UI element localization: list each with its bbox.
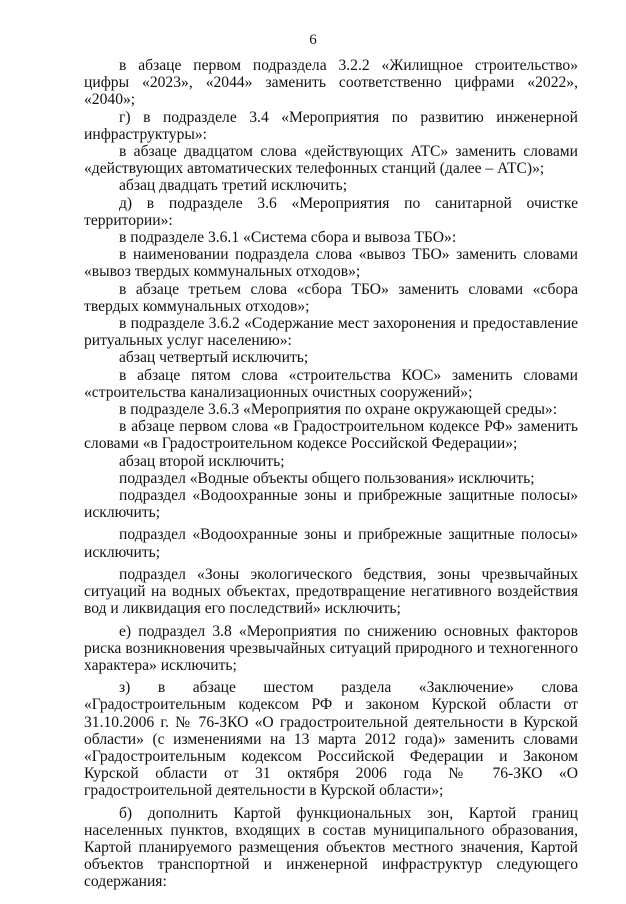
paragraph: в наименовании подраздела слова «вывоз ТБО» заменить словами «вывоз твердых коммунальных отходов»; (84, 246, 578, 281)
paragraph: в подразделе 3.6.2 «Содержание мест захоронения и предоставление ритуальных услуг населению»: (84, 315, 578, 350)
paragraph: в абзаце третьем слова «сбора ТБО» заменить словами «сбора твердых коммунальных отходов»; (84, 280, 578, 315)
paragraph: абзац второй исключить; (119, 452, 285, 470)
paragraph: е) подраздел 3.8 «Мероприятия по снижению основных факторов риска возникновения чрезвычайных ситуаций природного и техногенного характера» исключить; (84, 622, 578, 674)
paragraph: абзац двадцать третий исключить; (119, 177, 348, 195)
paragraph: в абзаце пятом слова «строительства КОС» заменить словами «строительства канализационных очистных сооружений»; (84, 366, 578, 401)
paragraph: г) в подразделе 3.4 «Мероприятия по развитию инженерной инфраструктуры»: (84, 108, 578, 143)
paragraph: в абзаце первом слова «в Градостроительном кодексе РФ» заменить словами «в Градостроительном кодексе Российской Федерации»; (84, 418, 578, 453)
paragraph: подраздел «Водоохранные зоны и прибрежные защитные полосы» исключить; (84, 526, 578, 561)
paragraph: подраздел «Водные объекты общего пользования» исключить; (119, 469, 535, 487)
paragraph: абзац четвертый исключить; (119, 349, 309, 367)
paragraph: в абзаце первом подраздела 3.2.2 «Жилищное строительство» цифры «2023», «2044» заменить соответственно цифрами «2022», «2040»; (84, 57, 578, 109)
paragraph: з) в абзаце шестом раздела «Заключение» слова «Градостроительным кодексом РФ и законом Курской области от 31.10.2006 г. № 76-ЗКО «О градостроительной деятельности в Курской области» (с изменениями на 13 марта 2012 года)» заменить словами «Градостроительным кодексом Российской Федерации и Законом Курской области от 31 октября 2006 года № 76-ЗКО «О градостроительной деятельности в Курской области»; (84, 679, 578, 800)
paragraph: д) в подразделе 3.6 «Мероприятия по санитарной очистке территории»: (84, 194, 578, 229)
paragraph: в подразделе 3.6.3 «Мероприятия по охране окружающей среды»: (119, 401, 558, 419)
document-body (84, 57, 578, 891)
paragraph: подраздел «Водоохранные зоны и прибрежные защитные полосы» исключить; (84, 487, 578, 522)
paragraph: подраздел «Зоны экологического бедствия, зоны чрезвычайных ситуаций на водных объектах, предотвращение негативного воздействия вод и ликвидация его последствий» исключить; (84, 565, 578, 618)
paragraph: б) дополнить Картой функциональных зон, Картой границ населенных пунктов, входящих в состав муниципального образования, Картой планируемого размещения объектов местного значения, Картой объектов транспортной и инженерной инфраструктур следующего содержания: (84, 804, 578, 891)
paragraph: в абзаце двадцатом слова «действующих АТС» заменить словами «действующих автоматических телефонных станций (далее – АТС)»; (84, 143, 578, 178)
page-number: 6 (309, 32, 317, 48)
paragraph: в подразделе 3.6.1 «Система сбора и вывоза ТБО»: (119, 229, 457, 247)
